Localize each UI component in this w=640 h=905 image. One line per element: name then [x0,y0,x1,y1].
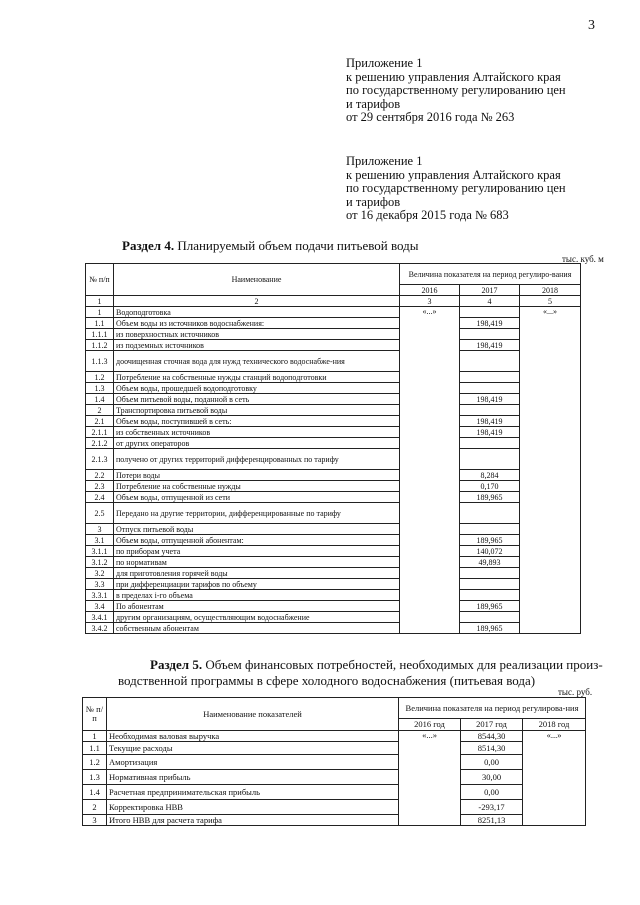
table-row [86,524,581,535]
table-row [86,427,581,438]
value-2017: 198,419 [460,416,520,427]
row-name: другим организациям, осуществляющим водоснабжение [114,612,400,623]
row-name: Необходимая валовая выручка [107,731,399,742]
value-2017 [460,351,520,372]
value-2017 [460,372,520,383]
col-header-num: № п/ п [83,698,107,731]
row-number: 2.1 [86,416,114,427]
row-name: Водоподготовка [114,307,400,318]
table-row [86,470,581,481]
row-name: по нормативам [114,557,400,568]
table-row [83,755,586,770]
value-2017: 8251,13 [461,815,523,826]
table-row [86,383,581,394]
table-row [86,307,581,318]
table-row [83,770,586,785]
row-name: По абонентам [114,601,400,612]
table-row [86,394,581,405]
section5-heading: Объем финансовых потребностей, необходимых для реализации произ- [202,657,603,672]
row-name: по приборам учета [114,546,400,557]
row-number: 2.1.3 [86,449,114,470]
appendix-line: по государственному регулированию цен [346,181,566,195]
value-2017: 0,00 [461,785,523,800]
value-2017: 8544,30 [461,731,523,742]
row-name: Объем воды, отпущенной из сети [114,492,400,503]
row-number: 3.4 [86,601,114,612]
appendix-line: Приложение 1 [346,56,423,70]
row-name: при дифференциации тарифов по объему [114,579,400,590]
value-2017: 198,419 [460,340,520,351]
row-number: 3.1.1 [86,546,114,557]
row-number: 3.1 [86,535,114,546]
table-row [86,351,581,372]
appendix-line: Приложение 1 [346,154,423,168]
col-number: 3 [400,296,460,307]
row-name: из собственных источников [114,427,400,438]
section5-heading-line2: водственной программы в сфере холодного водоснабжения (питьевая вода) [118,673,536,688]
section5-unit: тыс. руб. [558,687,593,697]
row-name: Объем питьевой воды, поданной в сеть [114,394,400,405]
row-number: 1.3 [86,383,114,394]
row-name: Транспортировка питьевой воды [114,405,400,416]
appendix-block-2 [346,155,566,223]
table-row [86,329,581,340]
row-name: доочищенная сточная вода для нужд технического водоснабже-ния [114,351,400,372]
row-number: 3.4.2 [86,623,114,634]
appendix-line: и тарифов [346,96,401,111]
table-row [86,438,581,449]
row-name: для приготовления горячей воды [114,568,400,579]
value-2017: 8514,30 [461,742,523,755]
row-name: Итого НВВ для расчета тарифа [107,815,399,826]
value-2017: 198,419 [460,318,520,329]
value-2017 [460,383,520,394]
value-2017: 198,419 [460,394,520,405]
value-2017 [460,438,520,449]
value-2017: 140,072 [460,546,520,557]
table-row [86,535,581,546]
row-name: Текущие расходы [107,742,399,755]
section5-title [118,657,603,689]
value-2018: «...» [520,307,581,634]
section5-table [82,697,586,826]
col-header-year: 2016 год [399,719,461,731]
value-2017: -293,17 [461,800,523,815]
col-number: 1 [86,296,114,307]
row-name: Потребление на собственные нужды [114,481,400,492]
row-name: Объем воды, прошедшей водоподготовку [114,383,400,394]
appendix-block-1 [346,57,566,125]
col-header-year: 2018 [520,285,581,296]
row-name: Объем воды, отпущенной абонентам: [114,535,400,546]
value-2017: 8,284 [460,470,520,481]
row-number: 1.1.1 [86,329,114,340]
table-row [83,731,586,742]
table-row [86,579,581,590]
value-2017: 198,419 [460,427,520,438]
row-number: 3.2 [86,568,114,579]
appendix-line: к решению управления Алтайского края [346,167,561,182]
col-header-name: Наименование показателей [107,698,399,731]
table-row [86,416,581,427]
row-number: 3.3.1 [86,590,114,601]
row-number: 3.3 [86,579,114,590]
row-number: 1.1 [86,318,114,329]
value-2017 [460,590,520,601]
row-name: из поверхностных источников [114,329,400,340]
row-name: в пределах i-го объема [114,590,400,601]
value-2017 [460,612,520,623]
row-name: Передано на другие территории, дифференцированные по тарифу [114,503,400,524]
row-number: 1.3 [83,770,107,785]
row-name: Корректировка НВВ [107,800,399,815]
section5-label: Раздел 5. [150,657,203,672]
table-row [86,340,581,351]
row-number: 3 [86,524,114,535]
row-number: 3 [83,815,107,826]
value-2017: 189,965 [460,492,520,503]
row-name: Объем воды, поступившей в сеть: [114,416,400,427]
value-2016: «...» [400,307,460,634]
row-number: 2 [86,405,114,416]
table-row [86,612,581,623]
table-row [86,568,581,579]
row-number: 1 [86,307,114,318]
row-number: 3.1.2 [86,557,114,568]
value-2017 [460,405,520,416]
col-header-num: № п/п [86,264,114,296]
row-name: Потери воды [114,470,400,481]
value-2017: 189,965 [460,623,520,634]
table-row [83,800,586,815]
table-row [86,590,581,601]
value-2017: 189,965 [460,535,520,546]
appendix-line: от 16 декабря 2015 года № 683 [346,208,509,222]
table-row [86,492,581,503]
col-header-year: 2016 [400,285,460,296]
row-number: 1.1.3 [86,351,114,372]
col-number: 5 [520,296,581,307]
row-number: 1.2 [86,372,114,383]
section4-unit: тыс. куб. м [562,254,604,264]
value-2017 [460,568,520,579]
row-number: 2.1.1 [86,427,114,438]
table-row [86,405,581,416]
value-2017: 49,893 [460,557,520,568]
row-name: собственным абонентам [114,623,400,634]
col-header-year: 2017 год [461,719,523,731]
row-number: 2.1.2 [86,438,114,449]
value-2017: 30,00 [461,770,523,785]
row-number: 2.5 [86,503,114,524]
row-name: Амортизация [107,755,399,770]
row-number: 2.2 [86,470,114,481]
row-name: Отпуск питьевой воды [114,524,400,535]
table-row [86,601,581,612]
value-2017 [460,329,520,340]
col-header-name: Наименование [114,264,400,296]
table-row [86,372,581,383]
col-header-period: Величина показателя на период регулиро-вания [400,264,581,285]
col-number: 4 [460,296,520,307]
row-name: Расчетная предпринимательская прибыль [107,785,399,800]
row-name: от других операторов [114,438,400,449]
table-row [86,503,581,524]
appendix-line: от 29 сентября 2016 года № 263 [346,110,515,124]
value-2016: «...» [399,731,461,826]
table-row [83,785,586,800]
col-number: 2 [114,296,400,307]
section4-heading: Планируемый объем подачи питьевой воды [174,238,419,253]
section4-label: Раздел 4. [122,238,175,253]
row-number: 1.1.2 [86,340,114,351]
value-2018: «...» [523,731,586,826]
appendix-line: к решению управления Алтайского края [346,69,561,84]
appendix-line: и тарифов [346,194,401,209]
table-row [83,815,586,826]
row-number: 1.2 [83,755,107,770]
value-2017 [460,449,520,470]
row-number: 2.4 [86,492,114,503]
section4-table [85,263,581,634]
table-row [86,546,581,557]
row-name: из подземных источников [114,340,400,351]
row-number: 1.4 [83,785,107,800]
value-2017: 189,965 [460,601,520,612]
row-number: 1.1 [83,742,107,755]
col-header-period: Величина показателя на период регулирова-ния [399,698,586,719]
section4-title [122,238,419,254]
value-2017 [460,307,520,318]
table-row [83,742,586,755]
row-number: 3.4.1 [86,612,114,623]
value-2017 [460,503,520,524]
row-name: Нормативная прибыль [107,770,399,785]
table-row [86,481,581,492]
row-name: Потребление на собственные нужды станций водоподготовки [114,372,400,383]
row-number: 1 [83,731,107,742]
table-row [86,557,581,568]
row-number: 2.3 [86,481,114,492]
value-2017 [460,524,520,535]
row-number: 2 [83,800,107,815]
table-row [86,623,581,634]
table-row [86,318,581,329]
appendix-line: по государственному регулированию цен [346,83,566,97]
table-row [86,449,581,470]
value-2017: 0,00 [461,755,523,770]
row-number: 1.4 [86,394,114,405]
page-number: 3 [588,18,595,33]
value-2017 [460,579,520,590]
col-header-year: 2018 год [523,719,586,731]
row-name: получено от других территорий дифференцированных по тарифу [114,449,400,470]
value-2017: 0,170 [460,481,520,492]
row-name: Объем воды из источников водоснабжения: [114,318,400,329]
col-header-year: 2017 [460,285,520,296]
